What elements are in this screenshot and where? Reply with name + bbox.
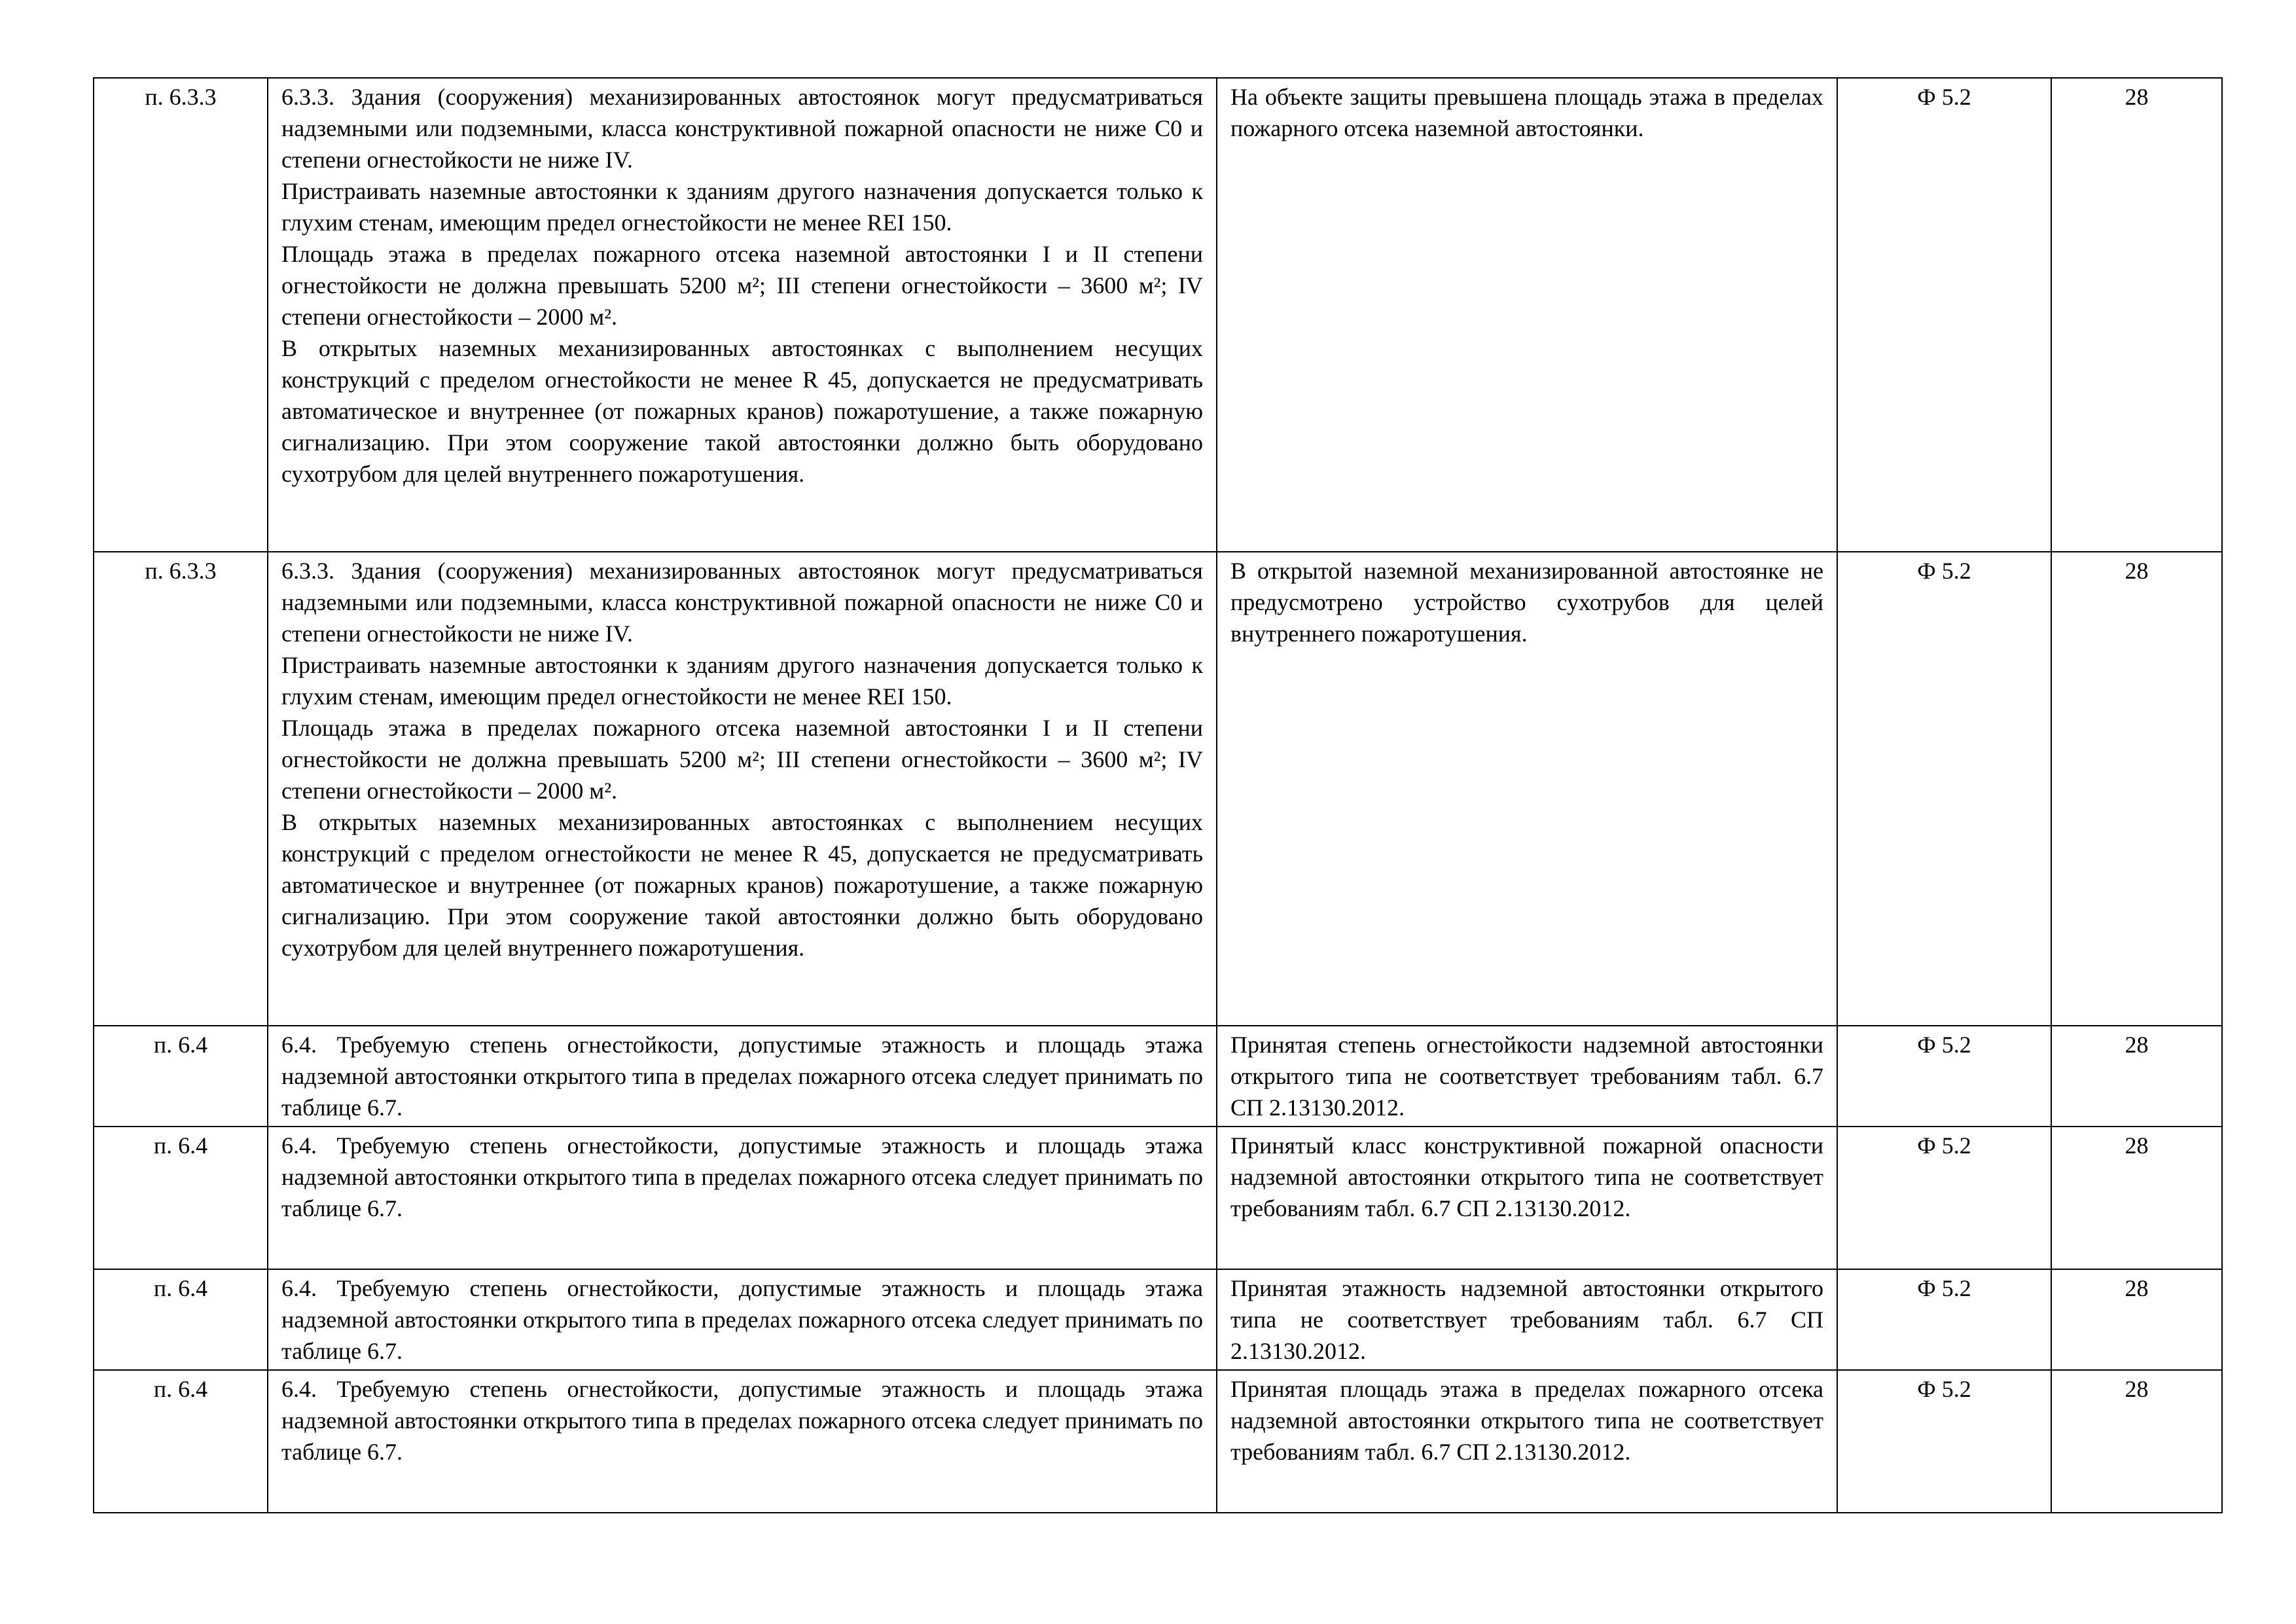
clause-reference: п. 6.4	[94, 1269, 268, 1370]
requirement-text	[268, 552, 1217, 1026]
violation-description	[1217, 1127, 1837, 1269]
requirement-text	[268, 1026, 1217, 1127]
functional-class: Ф 5.2	[1837, 78, 2051, 552]
clause-reference: п. 6.3.3	[94, 552, 268, 1026]
requirement-paragraph: Пристраивать наземные автостоянки к зданиям другого назначения допускается только к глухим стенам, имеющим предел огнестойкости не менее REI 150.	[281, 178, 1203, 236]
table-row	[94, 1127, 2222, 1269]
requirement-paragraph: 6.4. Требуемую степень огнестойкости, допустимые этажность и площадь этажа надземной автостоянки открытого типа в пределах пожарного отсека следует принимать по таблице 6.7.	[281, 1032, 1203, 1121]
requirement-paragraph: 6.3.3. Здания (сооружения) механизированных автостоянок могут предусматриваться надземными или подземными, класса конструктивной пожарной опасности не ниже С0 и степени огнестойкости не ниже IV.	[281, 558, 1203, 647]
item-number: 28	[2051, 78, 2222, 552]
requirement-paragraph: Пристраивать наземные автостоянки к зданиям другого назначения допускается только к глухим стенам, имеющим предел огнестойкости не менее REI 150.	[281, 652, 1203, 710]
table-row	[94, 78, 2222, 552]
requirement-text	[268, 1370, 1217, 1513]
requirement-paragraph: Площадь этажа в пределах пожарного отсека наземной автостоянки I и II степени огнестойкости не должна превышать 5200 м²; III степени огнестойкости – 3600 м²; IV степени огнестойкости – 2000 м².	[281, 241, 1203, 330]
item-number: 28	[2051, 1269, 2222, 1370]
functional-class: Ф 5.2	[1837, 1127, 2051, 1269]
requirement-text	[268, 1127, 1217, 1269]
item-number: 28	[2051, 1127, 2222, 1269]
violation-description	[1217, 552, 1837, 1026]
requirement-text	[268, 78, 1217, 552]
table-row	[94, 552, 2222, 1026]
item-number: 28	[2051, 1370, 2222, 1513]
requirement-paragraph: В открытых наземных механизированных автостоянках с выполнением несущих конструкций с пределом огнестойкости не менее R 45, допускается не предусматривать автоматическое и внутреннее (от пожарных кранов) пожаротушение, а также пожарную сигнализацию. При этом сооружение такой автостоянки должно быть оборудовано сухотрубом для целей внутреннего пожаротушения.	[281, 335, 1203, 487]
functional-class: Ф 5.2	[1837, 1370, 2051, 1513]
violation-text: В открытой наземной механизированной автостоянке не предусмотрено устройство сухотрубов для целей внутреннего пожаротушения.	[1230, 558, 1823, 647]
clause-reference: п. 6.3.3	[94, 78, 268, 552]
requirement-text	[268, 1269, 1217, 1370]
requirements-table	[93, 77, 2223, 1513]
requirement-paragraph: 6.4. Требуемую степень огнестойкости, допустимые этажность и площадь этажа надземной автостоянки открытого типа в пределах пожарного отсека следует принимать по таблице 6.7.	[281, 1376, 1203, 1465]
violation-description	[1217, 1269, 1837, 1370]
violation-description	[1217, 1370, 1837, 1513]
clause-reference: п. 6.4	[94, 1127, 268, 1269]
functional-class: Ф 5.2	[1837, 552, 2051, 1026]
functional-class: Ф 5.2	[1837, 1026, 2051, 1127]
requirement-paragraph: 6.3.3. Здания (сооружения) механизированных автостоянок могут предусматриваться надземными или подземными, класса конструктивной пожарной опасности не ниже С0 и степени огнестойкости не ниже IV.	[281, 84, 1203, 173]
violation-text: На объекте защиты превышена площадь этажа в пределах пожарного отсека наземной автостоянки.	[1230, 84, 1823, 141]
violation-text: Принятая этажность надземной автостоянки открытого типа не соответствует требованиям табл. 6.7 СП 2.13130.2012.	[1230, 1275, 1823, 1364]
item-number: 28	[2051, 552, 2222, 1026]
clause-reference: п. 6.4	[94, 1026, 268, 1127]
document-page	[93, 77, 2221, 1513]
clause-reference: п. 6.4	[94, 1370, 268, 1513]
violation-text: Принятая степень огнестойкости надземной автостоянки открытого типа не соответствует требованиям табл. 6.7 СП 2.13130.2012.	[1230, 1032, 1823, 1121]
item-number: 28	[2051, 1026, 2222, 1127]
functional-class: Ф 5.2	[1837, 1269, 2051, 1370]
requirement-paragraph: 6.4. Требуемую степень огнестойкости, допустимые этажность и площадь этажа надземной автостоянки открытого типа в пределах пожарного отсека следует принимать по таблице 6.7.	[281, 1275, 1203, 1364]
requirement-paragraph: 6.4. Требуемую степень огнестойкости, допустимые этажность и площадь этажа надземной автостоянки открытого типа в пределах пожарного отсека следует принимать по таблице 6.7.	[281, 1132, 1203, 1221]
table-row	[94, 1370, 2222, 1513]
violation-description	[1217, 1026, 1837, 1127]
requirement-paragraph: Площадь этажа в пределах пожарного отсека наземной автостоянки I и II степени огнестойкости не должна превышать 5200 м²; III степени огнестойкости – 3600 м²; IV степени огнестойкости – 2000 м².	[281, 715, 1203, 804]
table-row	[94, 1026, 2222, 1127]
violation-text: Принятая площадь этажа в пределах пожарного отсека надземной автостоянки открытого типа не соответствует требованиям табл. 6.7 СП 2.13130.2012.	[1230, 1376, 1823, 1465]
requirement-paragraph: В открытых наземных механизированных автостоянках с выполнением несущих конструкций с пределом огнестойкости не менее R 45, допускается не предусматривать автоматическое и внутреннее (от пожарных кранов) пожаротушение, а также пожарную сигнализацию. При этом сооружение такой автостоянки должно быть оборудовано сухотрубом для целей внутреннего пожаротушения.	[281, 809, 1203, 961]
table-row	[94, 1269, 2222, 1370]
violation-description	[1217, 78, 1837, 552]
violation-text: Принятый класс конструктивной пожарной опасности надземной автостоянки открытого типа не соответствует требованиям табл. 6.7 СП 2.13130.2012.	[1230, 1132, 1823, 1221]
